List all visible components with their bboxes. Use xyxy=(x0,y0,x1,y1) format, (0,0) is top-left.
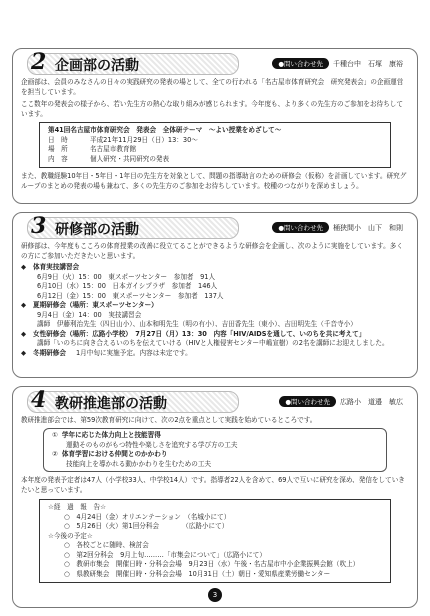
section-number: 2 xyxy=(31,49,47,75)
section-number: 3 xyxy=(31,213,47,239)
bullet-line: 講師 伊藤利治先生（四日山小）、山本和明先生（明の有小）、吉田香先生（東小）、吉田明先生（千音寺小） xyxy=(37,320,357,328)
bullet-line: 6月10日（水）15：00 日本ガイシプラザ 参加者 146人 xyxy=(37,282,218,290)
bullet-head: ◆ 女性研修会（場所：広路小学校） 7月27日（月）13：30 内容「HIV/AIDSを通して、いのちを共に考えて」 xyxy=(21,329,366,338)
contact-tag: ●問い合わせ先 xyxy=(272,58,329,69)
page-content xyxy=(12,48,418,616)
contact-tag: ●問い合わせ先 xyxy=(279,396,336,407)
paragraph: また、教職経験10年目・5年目・1年目の先生方を対象として、問題の指導助言のための研修会（仮称）を計画しています。研究グループのまとめの発表の場も兼ねて、多くの先生方のご参加をお待ちしています。校種のつながりを深めましょう。 xyxy=(21,172,407,190)
diamond-icon: ◆ xyxy=(21,263,27,271)
focus-box xyxy=(43,428,387,472)
paragraph: 研修部は、今年度もこころの体育授業の改善に役立てることができるような研修会を企画し、次のように実施をしています。多くの方にご参加いただきたいと思います。 xyxy=(21,242,403,260)
event-row xyxy=(48,136,382,146)
paragraph: 企画部は、会員のみなさんの日々の実践研究の発表の場として、全ての行われる「名古屋市体育研究会 研究発表会」の企画運営を担当しています。 xyxy=(21,78,404,96)
bullet-line: 講師「いのちに向き合えるいのちを伝えていける（HIVと人権侵害センター中嶋宣樹）の2名を講師にお迎えしました。 xyxy=(37,339,389,347)
section-header xyxy=(21,387,409,413)
event-label: 場 所 xyxy=(48,145,68,153)
contact-tag: ●問い合わせ先 xyxy=(272,222,329,233)
schedule-item: ○ 県教研集会 開催日時・分科会会場 10月31日（土）朝日・愛知県産業労働センター xyxy=(64,569,331,578)
event-label: 日 時 xyxy=(48,135,68,144)
event-heading: 第41回名古屋市体育研究会 発表会 全体研テーマ ～よい授業をめざして～ xyxy=(48,126,282,134)
event-value: 個人研究・共同研究の発表 xyxy=(90,154,170,163)
event-value: 平成21年11月29日（日）13：30～ xyxy=(90,135,198,144)
focus-item: ① 学年に応じた体力向上と技能習得 xyxy=(52,431,161,439)
training-list xyxy=(21,263,409,358)
event-row xyxy=(48,155,382,165)
section-header xyxy=(21,49,409,75)
contact-info xyxy=(279,396,403,407)
schedule-item: ○ 各校ごとに随時、検討会 xyxy=(64,541,149,549)
diamond-icon: ◆ xyxy=(21,301,27,309)
event-row xyxy=(48,145,382,155)
contact-info xyxy=(272,222,403,233)
bullet-head: ◆ 体育実技講習会 xyxy=(21,263,80,271)
paragraph: 教研推進部会では、第59次教育研究に向けて、次の2点を重点として実践を始めているところです。 xyxy=(21,416,317,424)
schedule-past-head: ☆経 過 報 告☆ xyxy=(48,503,106,511)
schedule-item: ○ 教研市集会 開催日時・分科会会場 9月23日（水）午後・名古屋市中小企業振興会館（吹上） xyxy=(64,560,360,568)
event-label: 内 容 xyxy=(48,154,68,163)
paragraph: ここ数年の発表会の様子から、若い先生方の熱心な取り組みが感じられます。今年度も、より多くの先生方のご参加をお待ちしています。 xyxy=(21,100,403,118)
bullet-head: ◆ 夏期研修会（場所：東スポーツセンター） xyxy=(21,301,158,309)
event-value: 名古屋市教育館 xyxy=(90,145,137,153)
contact-names: 千種台中 石塚 康裕 xyxy=(333,59,403,68)
contact-info xyxy=(272,58,403,69)
section-number: 4 xyxy=(31,387,47,413)
schedule-item: ○ 第2回分科会 9月上旬………「市集会について」（広路小にて） xyxy=(64,550,266,559)
page-number: 3 xyxy=(208,588,222,602)
schedule-item: ○ 4月24日（金）オリエンテーション （名城小にて） xyxy=(64,512,231,521)
contact-names: 広路小 道邉 敏広 xyxy=(340,397,403,406)
paragraph: 本年度の発表予定者は47人（小学校33人、中学校14人）です。指導者22人を含めて、69人で互いに研究を深め、発信をしていきたいと思っています。 xyxy=(21,476,405,494)
section-title: 企画部の活動 xyxy=(55,58,139,74)
contact-names: 桶狭間小 山下 和則 xyxy=(333,223,403,232)
section-training xyxy=(12,212,418,378)
schedule-box xyxy=(39,499,391,583)
focus-sub: 技能向上を導かれる動かかわりを生むための工夫 xyxy=(66,459,212,468)
section-title: 研修部の活動 xyxy=(55,222,139,238)
diamond-icon: ◆ xyxy=(21,329,27,338)
event-box xyxy=(39,122,391,168)
bullet-head: ◆ 冬期研修会 1月中旬に実施予定。内容は未定です。 xyxy=(21,348,192,357)
schedule-future-head: ☆今後の予定☆ xyxy=(48,531,93,540)
section-title: 教研推進部の活動 xyxy=(55,396,167,412)
bullet-line: 6月9日（火）15：00 東スポーツセンター 参加者 91人 xyxy=(37,272,216,281)
schedule-item: ○ 5月26日（火）第1回分科会 （広路小にて） xyxy=(64,522,229,530)
section-header xyxy=(21,213,409,239)
section-planning xyxy=(12,48,418,204)
bullet-line: 6月12日（金）15：00 東スポーツセンター 参加者 137人 xyxy=(37,291,224,300)
focus-item: ② 体育学習における仲間とのかかわり xyxy=(52,450,168,458)
section-research xyxy=(12,386,418,608)
bullet-line: 9月4日（金）14：00 実技講習会 xyxy=(37,310,142,319)
diamond-icon: ◆ xyxy=(21,348,27,357)
focus-sub: 運動そのものがもつ特性や楽しさを追究する学び方の工夫 xyxy=(66,440,238,449)
